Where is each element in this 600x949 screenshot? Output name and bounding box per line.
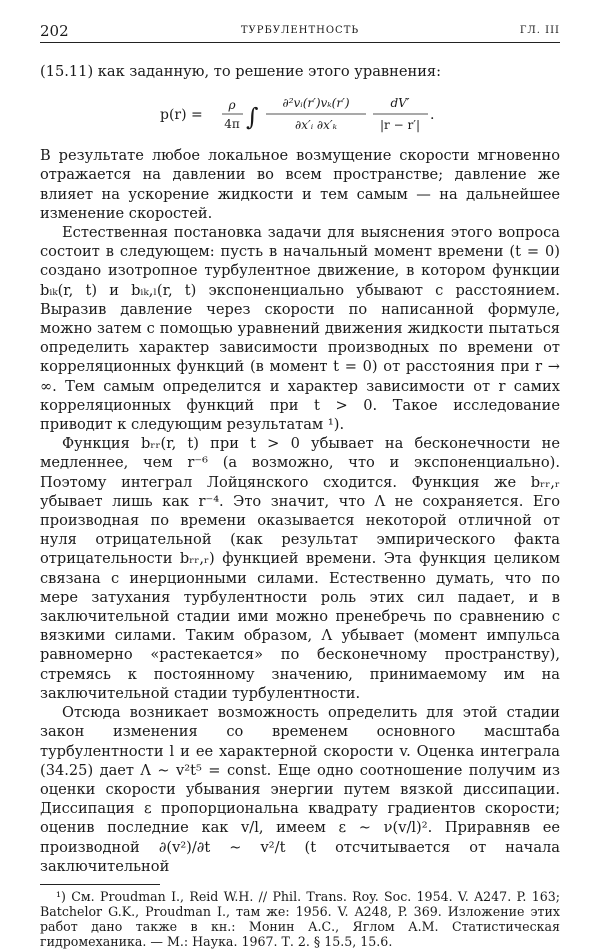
- formula-coef-den: 4π: [224, 117, 240, 132]
- footnote-text: ¹) См. Proudman I., Reid W.H. // Phil. Trans. Roy. Soc. 1954. V. A247. P. 163; Batchelor G.K., Proudman I., там же: 1956. V. A248, P. 369. Изложение этих работ дано также в кн.: Монин А.С., Яглом А.М. Статистическая гидромеханика. — М.: Наука. 1967. Т. 2. § 15.5, 15.6.: [40, 888, 560, 949]
- paragraph-1: В результате любое локальное возмущение скорости мгновенно отражается на давлении во всем пространстве; давление же влияет на ускорение жидкости и тем самым — на дальнейшее изменение скоростей.: [40, 147, 560, 222]
- paragraph-2: Естественная постановка задачи для выяснения этого вопроса состоит в следующем: пусть в начальный момент времени (t = 0) создано изотропное турбулентное движение, в котором функции bᵢₖ(r, t) и bᵢₖ,ₗ(r, t) экспоненциально убывают с расстоянием. Выразив давление через скорости по написанной формуле, можно затем с помощью уравнений движения жидкости пытаться определить характер зависимости производных по времени от корреляционных функций (в момент t = 0) от расстояния при r → ∞. Тем самым определится и характер зависимости от r самих корреляционных функций при t > 0. Такое исследование приводит к следующим результатам ¹).: [40, 224, 560, 434]
- integral-sign: ∫: [246, 103, 259, 132]
- running-title: ТУРБУЛЕНТНОСТЬ: [240, 25, 360, 36]
- footnote: [40, 889, 560, 949]
- formula-frac2-den: |r − r′|: [380, 118, 420, 133]
- formula-frac1-num: ∂²vᵢ(r′)vₖ(r′): [282, 96, 350, 111]
- formula-lhs: p(r) =: [160, 107, 203, 124]
- page-header: [40, 22, 560, 42]
- page-body: [40, 62, 560, 949]
- footnote-rule: [40, 884, 160, 885]
- chapter-label: ГЛ. III: [519, 25, 560, 36]
- formula-coef-num: ρ: [228, 98, 236, 113]
- lead-line: (15.11) как заданную, то решение этого уравнения:: [40, 63, 442, 80]
- paragraph-4: Отсюда возникает возможность определить для этой стадии закон изменения со временем основного масштаба турбулентности l и ее характерной скорости v. Оценка интеграла (34.25) дает Λ ∼ v²t⁵ = const. Еще одно соотношение получим из оценки скорости убывания энергии путем вязкой диссипации. Диссипация ε пропорциональна квадрату градиентов скорости; оценив последние как v/l, имеем ε ∼ ν(v/l)². Приравняв ее производной ∂(v²)/∂t ∼ v²/t (t отсчитывается от начала заключительной: [40, 704, 560, 875]
- formula-end: .: [430, 107, 435, 124]
- formula-frac2-num: dV′: [390, 96, 410, 111]
- paragraph-3: Функция bᵣᵣ(r, t) при t > 0 убывает на бесконечности не медленнее, чем r⁻⁶ (а возможно, что и экспоненциально). Поэтому интеграл Лойцянского сходится. Функция же bᵣᵣ,ᵣ убывает лишь как r⁻⁴. Это значит, что Λ не сохраняется. Его производная по времени оказывается некоторой отличной от нуля отрицательной (как результат эмпирического факта отрицательности bᵣᵣ,ᵣ) функцией времени. Эта функция целиком связана с инерционными силами. Естественно думать, что по мере затухания турбулентности роль этих сил падает, и в заключительной стадии ими можно пренебречь по сравнению с вязкими силами. Таким образом, Λ убывает (момент импульса равномерно «растекается» по бесконечному пространству), стремясь к постоянному значению, принимаемому им на заключительной стадии турбулентности.: [40, 435, 560, 702]
- book-page: [40, 22, 560, 949]
- header-rule: [40, 42, 560, 43]
- pressure-formula: [40, 84, 560, 146]
- page-number: 202: [40, 22, 69, 40]
- formula-frac1-den: ∂x′ᵢ ∂x′ₖ: [295, 118, 337, 133]
- formula-graphic: [160, 84, 460, 144]
